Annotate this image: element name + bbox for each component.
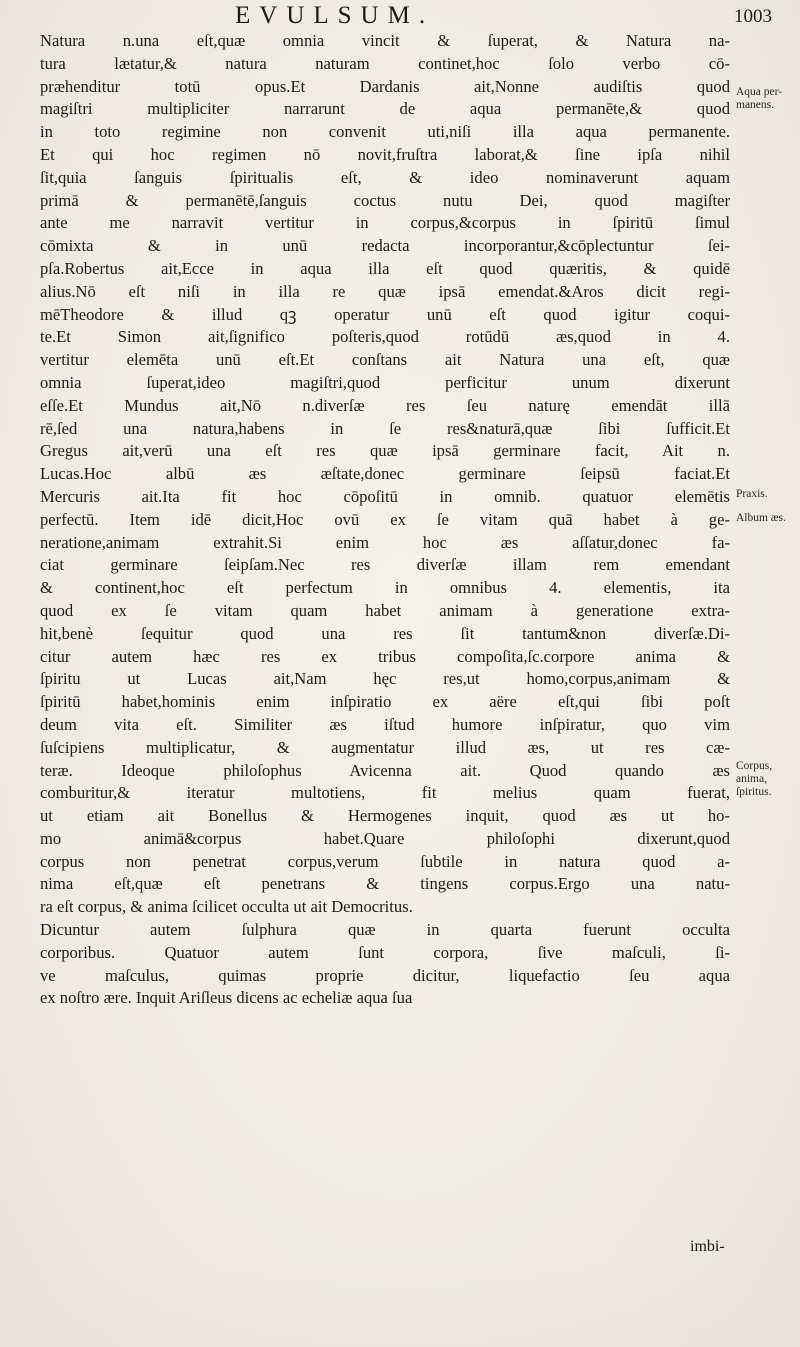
text-line: corporibus. Quatuor autem ſunt corpora, ſive maſculi, ſi- bbox=[40, 942, 730, 962]
text-line: deum vita eſt. Similiter æs iſtud humore inſpiratur, quo vim bbox=[40, 714, 730, 734]
text-line: Lucas.Hoc albū æs æſtate,donec germinare ſeipsū faciat.Et bbox=[40, 464, 730, 484]
running-title: EVULSUM. bbox=[235, 2, 435, 29]
text-line: ra eſt corpus, & anima ſcilicet occulta ut ait Democritus. bbox=[40, 897, 413, 917]
text-line: alius.Nō eſt niſi in illa re quæ ipsā emendat.&Aros dicit regi- bbox=[40, 281, 730, 301]
running-head bbox=[0, 2, 800, 32]
text-line: ante me narravit vertitur in corpus,&corpus in ſpiritū ſimul bbox=[40, 213, 730, 233]
text-line: Mercuris ait.Ita fit hoc cōpoſitū in omnib. quatuor elemētis bbox=[40, 486, 730, 506]
text-line: corpus non penetrat corpus,verum ſubtile in natura quod a- bbox=[40, 851, 730, 871]
text-line: ſuſcipiens multiplicatur, & augmentatur illud æs, ut res cæ- bbox=[40, 737, 730, 757]
margin-note-album-aes: Album æs. bbox=[736, 512, 786, 524]
text-line: hit,benè ſequitur quod una res ſit tantum&non diverſæ.Di- bbox=[40, 623, 730, 643]
text-line: primā & permanētē,ſanguis coctus nutu Dei, quod magiſter bbox=[40, 190, 730, 210]
text-line: quod ex ſe vitam quam habet animam à generatione extra- bbox=[40, 600, 730, 620]
text-line: Et qui hoc regimen nō novit,fruſtra laborat,& ſine ipſa nihil bbox=[40, 144, 730, 164]
page-bottom-margin bbox=[0, 1262, 800, 1347]
text-line: præhenditur totū opus.Et Dardanis ait,Nonne audiſtis quod bbox=[40, 76, 730, 96]
text-line: vertitur elemēta unū eſt.Et conſtans ait Natura una eſt, quæ bbox=[40, 350, 730, 370]
margin-note-aqua-permanens: Aqua per- manens. bbox=[736, 86, 783, 111]
text-line: ſit,quia ſanguis ſpiritualis eſt, & ideo nominaverunt aquam bbox=[40, 167, 730, 187]
text-line: tura lætatur,& natura naturam continet,hoc ſolo verbo cō- bbox=[40, 53, 730, 73]
text-line: citur autem hæc res ex tribus compoſita,ſc.corpore anima & bbox=[40, 646, 730, 666]
text-line: ſpiritu ut Lucas ait,Nam hęc res,ut homo,corpus,animam & bbox=[40, 669, 730, 689]
catchword: imbi- bbox=[690, 1238, 725, 1255]
text-line: magiſtri multipliciter narrarunt de aqua permanēte,& quod bbox=[40, 99, 730, 119]
text-line: rē,ſed una natura,habens in ſe res&naturā,quæ ſibi ſufficit.Et bbox=[40, 418, 730, 438]
text-line: neratione,animam extrahit.Si enim hoc æs aſſatur,donec fa- bbox=[40, 532, 730, 552]
text-line: ex noſtro ære. Inquit Ariſleus dicens ac echeliæ aqua ſua bbox=[40, 988, 413, 1008]
text-line: omnia ſuperat,ideo magiſtri,quod perficitur unum dixerunt bbox=[40, 372, 730, 392]
page-number: 1003 bbox=[734, 6, 772, 27]
text-line: teræ. Ideoque philoſophus Avicenna ait. Quod quando æs bbox=[40, 760, 730, 780]
text-line: ciat germinare ſeipſam.Nec res diverſæ illam rem emendant bbox=[40, 555, 730, 575]
text-line: ſpiritū habet,hominis enim inſpiratio ex aëre eſt,qui ſibi poſt bbox=[40, 692, 730, 712]
text-line: Gregus ait,verū una eſt res quæ ipsā germinare facit, Ait n. bbox=[40, 441, 730, 461]
text-line: Natura n.una eſt,quæ omnia vincit & ſuperat, & Natura na- bbox=[40, 31, 730, 50]
main-text-block bbox=[40, 30, 730, 1010]
text-line: ve maſculus, quimas proprie dicitur, liquefactio ſeu aqua bbox=[40, 965, 730, 985]
text-line: mo animā&corpus habet.Quare philoſophi dixerunt,quod bbox=[40, 828, 730, 848]
text-line: Dicuntur autem ſulphura quæ in quarta fuerunt occulta bbox=[40, 920, 730, 940]
text-line: mēTheodore & illud qꝫ operatur unū eſt quod igitur coqui- bbox=[40, 304, 730, 324]
text-line: cōmixta & in unū redacta incorporantur,&cōplectuntur ſei- bbox=[40, 236, 730, 256]
margin-note-praxis: Praxis. bbox=[736, 488, 768, 500]
text-line: nima eſt,quæ eſt penetrans & tingens corpus.Ergo una natu- bbox=[40, 874, 730, 894]
text-line: perfectū. Item idē dicit,Hoc ovū ex ſe vitam quā habet à ge- bbox=[40, 509, 730, 529]
text-line: ut etiam ait Bonellus & Hermogenes inquit, quod æs ut ho- bbox=[40, 806, 730, 826]
text-line: eſſe.Et Mundus ait,Nō n.diverſæ res ſeu naturę emendāt illā bbox=[40, 395, 730, 415]
text-line: comburitur,& iteratur multotiens, fit melius quam fuerat, bbox=[40, 783, 730, 803]
text-line: pſa.Robertus ait,Ecce in aqua illa eſt quod quæritis, & quidē bbox=[40, 258, 730, 278]
margin-notes bbox=[736, 0, 800, 1347]
margin-note-corpus-anima-spiritus: Corpus, anima, ſpiritus. bbox=[736, 760, 773, 798]
text-line: in toto regimine non convenit uti,niſi illa aqua permanente. bbox=[40, 122, 730, 142]
text-line: te.Et Simon ait,ſignifico poſteris,quod rotūdū æs,quod in 4. bbox=[40, 327, 730, 347]
text-line: & continent,hoc eſt perfectum in omnibus 4. elementis, ita bbox=[40, 578, 730, 598]
